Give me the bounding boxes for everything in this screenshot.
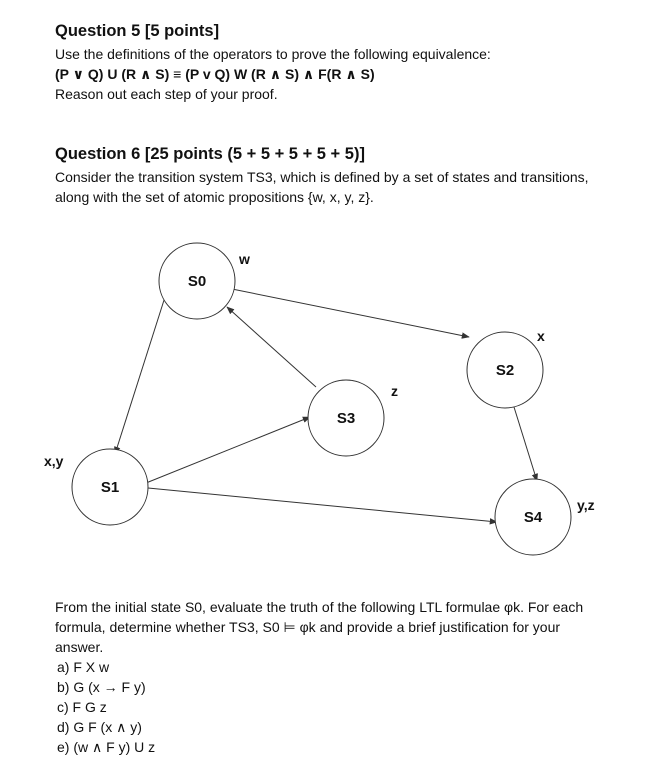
state-s1-label: S1	[100, 479, 120, 496]
formula-item-a: a) F X w	[57, 659, 110, 675]
formula-item-b: b) G (x → F y)	[57, 679, 146, 695]
formula-item-e: e) (w ∧ F y) U z	[57, 739, 156, 755]
state-s0-label: S0	[187, 273, 207, 290]
state-s2-label: S2	[495, 362, 515, 379]
q5-formula: (P ∨ Q) U (R ∧ S) ≡ (P v Q) W (R ∧ S) ∧ F(R ∧ S)	[55, 66, 375, 82]
formula-item-c: c) F G z	[57, 699, 107, 715]
eval-instruction-line3: answer.	[55, 639, 104, 655]
formula-item-d: d) G F (x ∧ y)	[57, 719, 142, 735]
eval-instruction-line2: formula, determine whether TS3, S0 ⊨ φk and provide a brief justification for your	[55, 619, 561, 635]
q5-reason-note: Reason out each step of your proof.	[55, 86, 278, 102]
state-s4-props: y,z	[577, 497, 595, 513]
edge-s1-s4	[148, 488, 497, 522]
q6-description-line2: along with the set of atomic propositions {w, x, y, z}.	[55, 189, 374, 205]
state-s3-props: z	[391, 383, 398, 399]
edge-s0-s1	[115, 297, 165, 454]
edge-s0-s2	[232, 289, 469, 337]
eval-instruction-line1: From the initial state S0, evaluate the truth of the following LTL formulae φk. For each	[55, 599, 584, 615]
state-s0-props: w	[239, 251, 250, 267]
state-s2-props: x	[537, 328, 545, 344]
state-s4-label: S4	[523, 509, 543, 526]
q5-heading: Question 5 [5 points]	[55, 22, 220, 40]
edge-s2-s4	[514, 407, 537, 481]
state-s1-props: x,y	[44, 453, 64, 469]
q6-heading: Question 6 [25 points (5 + 5 + 5 + 5 + 5)]	[55, 145, 365, 163]
state-s3-label: S3	[336, 410, 356, 427]
q5-instruction: Use the definitions of the operators to prove the following equivalence:	[55, 46, 491, 62]
q6-description-line1: Consider the transition system TS3, which is defined by a set of states and transitions,	[55, 169, 589, 185]
edge-s3-s0	[227, 307, 316, 387]
edge-s1-s3	[146, 417, 310, 483]
